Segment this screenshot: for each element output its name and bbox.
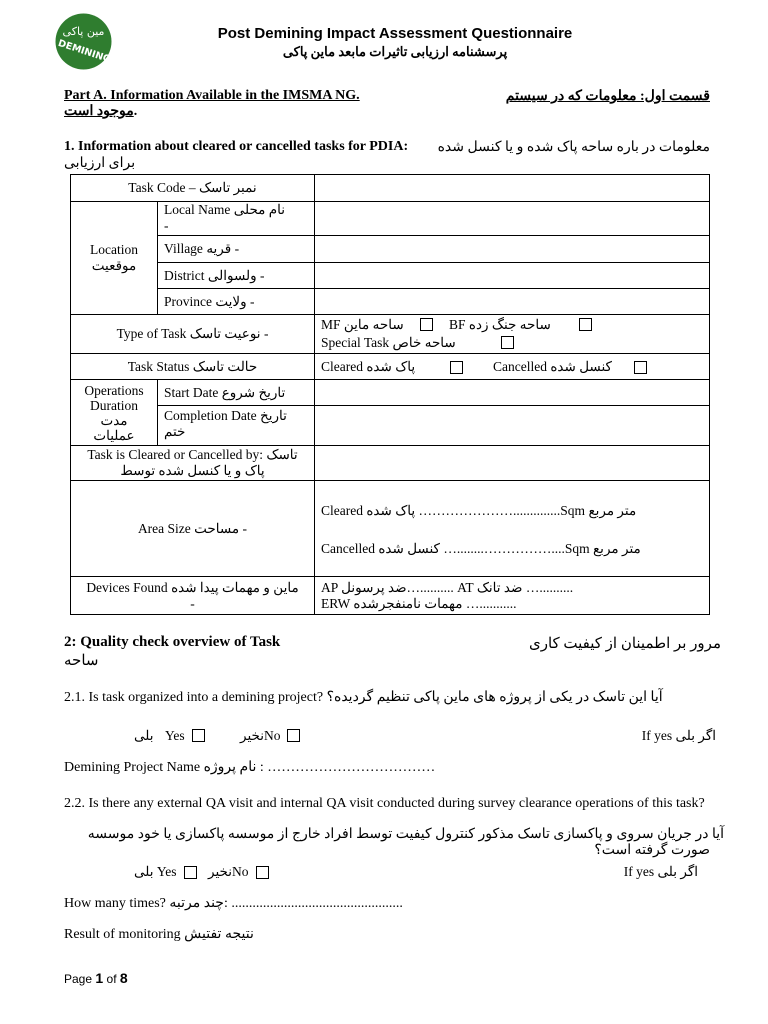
province-field[interactable] [315,289,710,315]
bf-checkbox[interactable] [579,318,592,331]
cleared-label: Cleared پاک شده [321,358,416,374]
special-task-checkbox[interactable] [501,336,514,349]
area-size-field [315,481,710,577]
cancelled-checkbox[interactable] [634,361,647,374]
completion-date-field[interactable] [315,406,710,446]
completion-date-label: Completion Date تاریخ ختم [158,406,315,446]
start-date-label: Start Date تاریخ شروع [158,380,315,406]
mf-checkbox[interactable] [420,318,433,331]
village-field[interactable] [315,236,710,263]
how-many-times-field[interactable]: How many times? چند مرتبه: ................................................. [64,896,403,911]
q22-no-checkbox[interactable] [256,866,269,879]
q22-if-yes: If yes اگر بلی [623,864,698,879]
q21-yes-label: Yes [165,728,185,743]
section-1-heading-fa-2: برای ارزیابی [64,156,136,171]
local-name-field[interactable] [315,202,710,236]
task-code-field[interactable] [315,175,710,202]
part-a-heading-fa: قسمت اول: معلومات که در سیستم [505,89,710,104]
q21-yes-fa-label: بلی [134,728,154,743]
type-of-task-label: Type of Task نوعیت تاسک - [71,315,315,354]
province-label: Province ولایت - [158,289,315,315]
special-task-label: Special Task ساحه خاص [321,335,456,350]
question-2-2-fa: آیا در جریان سروی و پاکسازی تاسک مذکور کنترول کیفیت توسط افراد خارج از موسسه پاکسازی یا خود موسسه [87,827,724,842]
q22-no-label: نخیرNo [208,864,249,879]
part-a-heading: Part A. Information Available in the IMSMA NG. [64,88,360,103]
project-name-field[interactable]: Demining Project Name نام پروژه : ……………………………… [64,760,436,775]
part-a-heading-fa-2: موجود است [64,104,134,119]
village-label: Village قریه - [158,236,315,263]
operations-duration-label: Operations Duration مدت عملیات [71,380,158,446]
q21-if-yes: If yes اگر بلی [641,728,716,743]
section-1-heading: 1. Information about cleared or cancelled tasks for PDIA: [64,139,409,154]
ap-at-field[interactable]: AP ضد پرسونل….......... AT ضد تانک ….......... [321,579,574,595]
q21-no-label: نخیرNo [240,728,281,743]
erw-field[interactable]: ERW مهمات نامنفجرشده …........... [321,595,517,611]
result-of-monitoring-label: Result of monitoring نتیجه تفتیش [64,927,254,942]
cancelled-label: Cancelled کنسل شده [493,358,612,374]
district-field[interactable] [315,263,710,289]
cleared-by-field[interactable] [315,446,710,481]
task-status-label: Task Status حالت تاسک [71,354,315,380]
question-2-1: 2.1. Is task organized into a demining project? آیا این تاسک در یکی از پروژه های ماین پاکی تنظیم گردیده؟ [64,690,663,705]
q21-no-checkbox[interactable] [287,729,300,742]
svg-text:DEMINING: DEMINING [56,37,112,66]
area-size-label: Area Size مساحت - [71,481,315,577]
local-name-label: Local Name نام محلی - [158,202,315,236]
page-title-fa: پرسشنامه ارزیابی تاثیرات مابعد ماین پاکی [282,44,508,59]
question-2-2: 2.2. Is there any external QA visit and internal QA visit conducted during survey clearance operations of this task? [64,796,705,811]
section-2-heading-fa-2: ساحه [64,653,99,669]
page-title: Post Demining Impact Assessment Questionnaire [217,25,573,42]
q22-yes-checkbox[interactable] [184,866,197,879]
svg-text:مین پاکی: مین پاکی [62,25,105,38]
section-2-heading: 2: Quality check overview of Task [64,634,281,650]
mf-label: MF ساحه ماین [321,317,404,332]
page-number: Page 1 of 8 [64,970,128,986]
devices-found-field [315,577,710,615]
start-date-field[interactable] [315,380,710,406]
question-2-2-fa-2: صورت گرفته است؟ [594,843,710,858]
section-1-heading-fa: معلومات در باره ساحه پاک شده و یا کنسل شده [437,140,710,155]
demining-logo [55,13,112,70]
devices-found-label: Devices Found ماین و مهمات پیدا شده - [71,577,315,615]
q21-yes-checkbox[interactable] [192,729,205,742]
cleared-checkbox[interactable] [450,361,463,374]
type-of-task-options [315,315,710,354]
area-cleared[interactable]: Cleared پاک شده …………………..............Sqm متر مربع [321,502,637,518]
task-code-label: Task Code – نمبر تاسک [71,175,315,202]
q22-yes-label: بلی Yes [134,864,177,879]
task-info-table [70,174,710,615]
section-2-heading-fa: مرور بر اطمینان از کیفیت کاری [528,636,721,652]
cleared-by-label: Task is Cleared or Cancelled by: تاسک پاک و یا کنسل شده توسط [71,446,315,481]
district-label: District ولسوالی - [158,263,315,289]
bf-label: BF ساحه جنگ زده [449,317,551,332]
area-cancelled[interactable]: Cancelled کنسل شده …........……………....Sqm متر مربع [321,540,641,556]
task-status-options [315,354,710,380]
location-label: Location موقعیت [71,202,158,315]
